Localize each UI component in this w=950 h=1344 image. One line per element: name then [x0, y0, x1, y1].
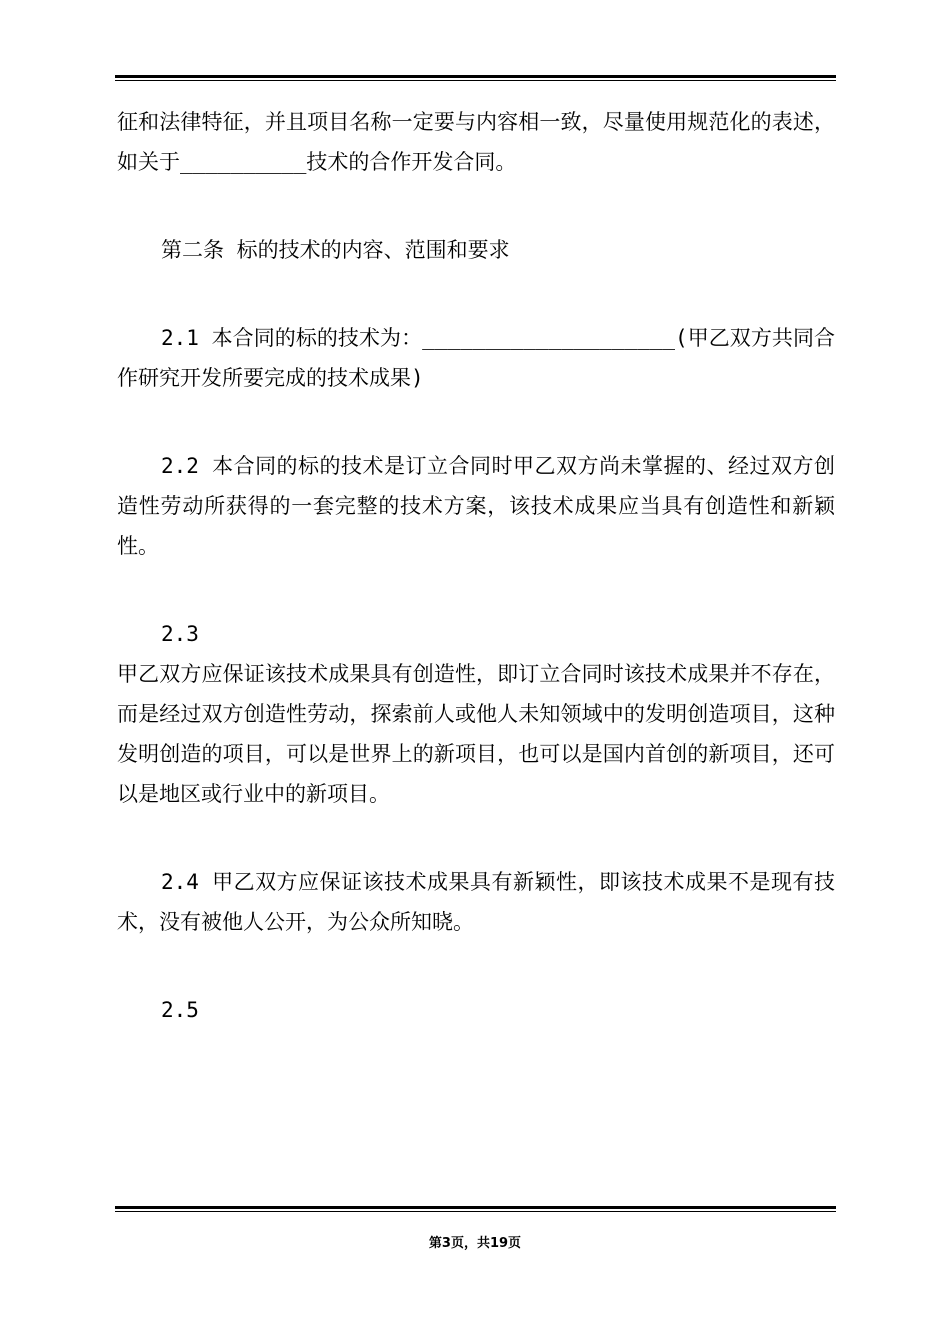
clause-2-2: 2.2 本合同的标的技术是订立合同时甲乙双方尚未掌握的、经过双方创造性劳动所获得的一套完整的技术方案，该技术成果应当具有创造性和新颖性。 [117, 454, 835, 558]
clause-2-4: 2.4 甲乙双方应保证该技术成果具有新颖性，即该技术成果不是现有技术，没有被他人公开，为公众所知晓。 [117, 870, 835, 934]
footer-rule [115, 1206, 836, 1212]
clause-2-1: 2.1 本合同的标的技术为：____________________(甲乙双方共同合作研究开发所要完成的技术成果) [117, 326, 835, 390]
article-2-heading: 第二条 标的技术的内容、范围和要求 [161, 238, 510, 262]
header-rule [115, 75, 836, 81]
clause-2-5-number: 2.5 [161, 998, 199, 1022]
clause-2-3: 甲乙双方应保证该技术成果具有创造性，即订立合同时该技术成果并不存在，而是经过双方创造性劳动，探索前人或他人未知领域中的发明创造项目，这种发明创造的项目，可以是世界上的新项目，也可以是国内首创的新项目，还可以是地区或行业中的新项目。 [117, 662, 835, 806]
document-body [117, 102, 835, 1078]
clause-2-3-number: 2.3 [161, 622, 199, 646]
paragraph-contract-name-note: 征和法律特征，并且项目名称一定要与内容相一致，尽量使用规范化的表述，如关于__________技术的合作开发合同。 [117, 110, 835, 174]
page-number: 第3页，共19页 [428, 1236, 522, 1251]
